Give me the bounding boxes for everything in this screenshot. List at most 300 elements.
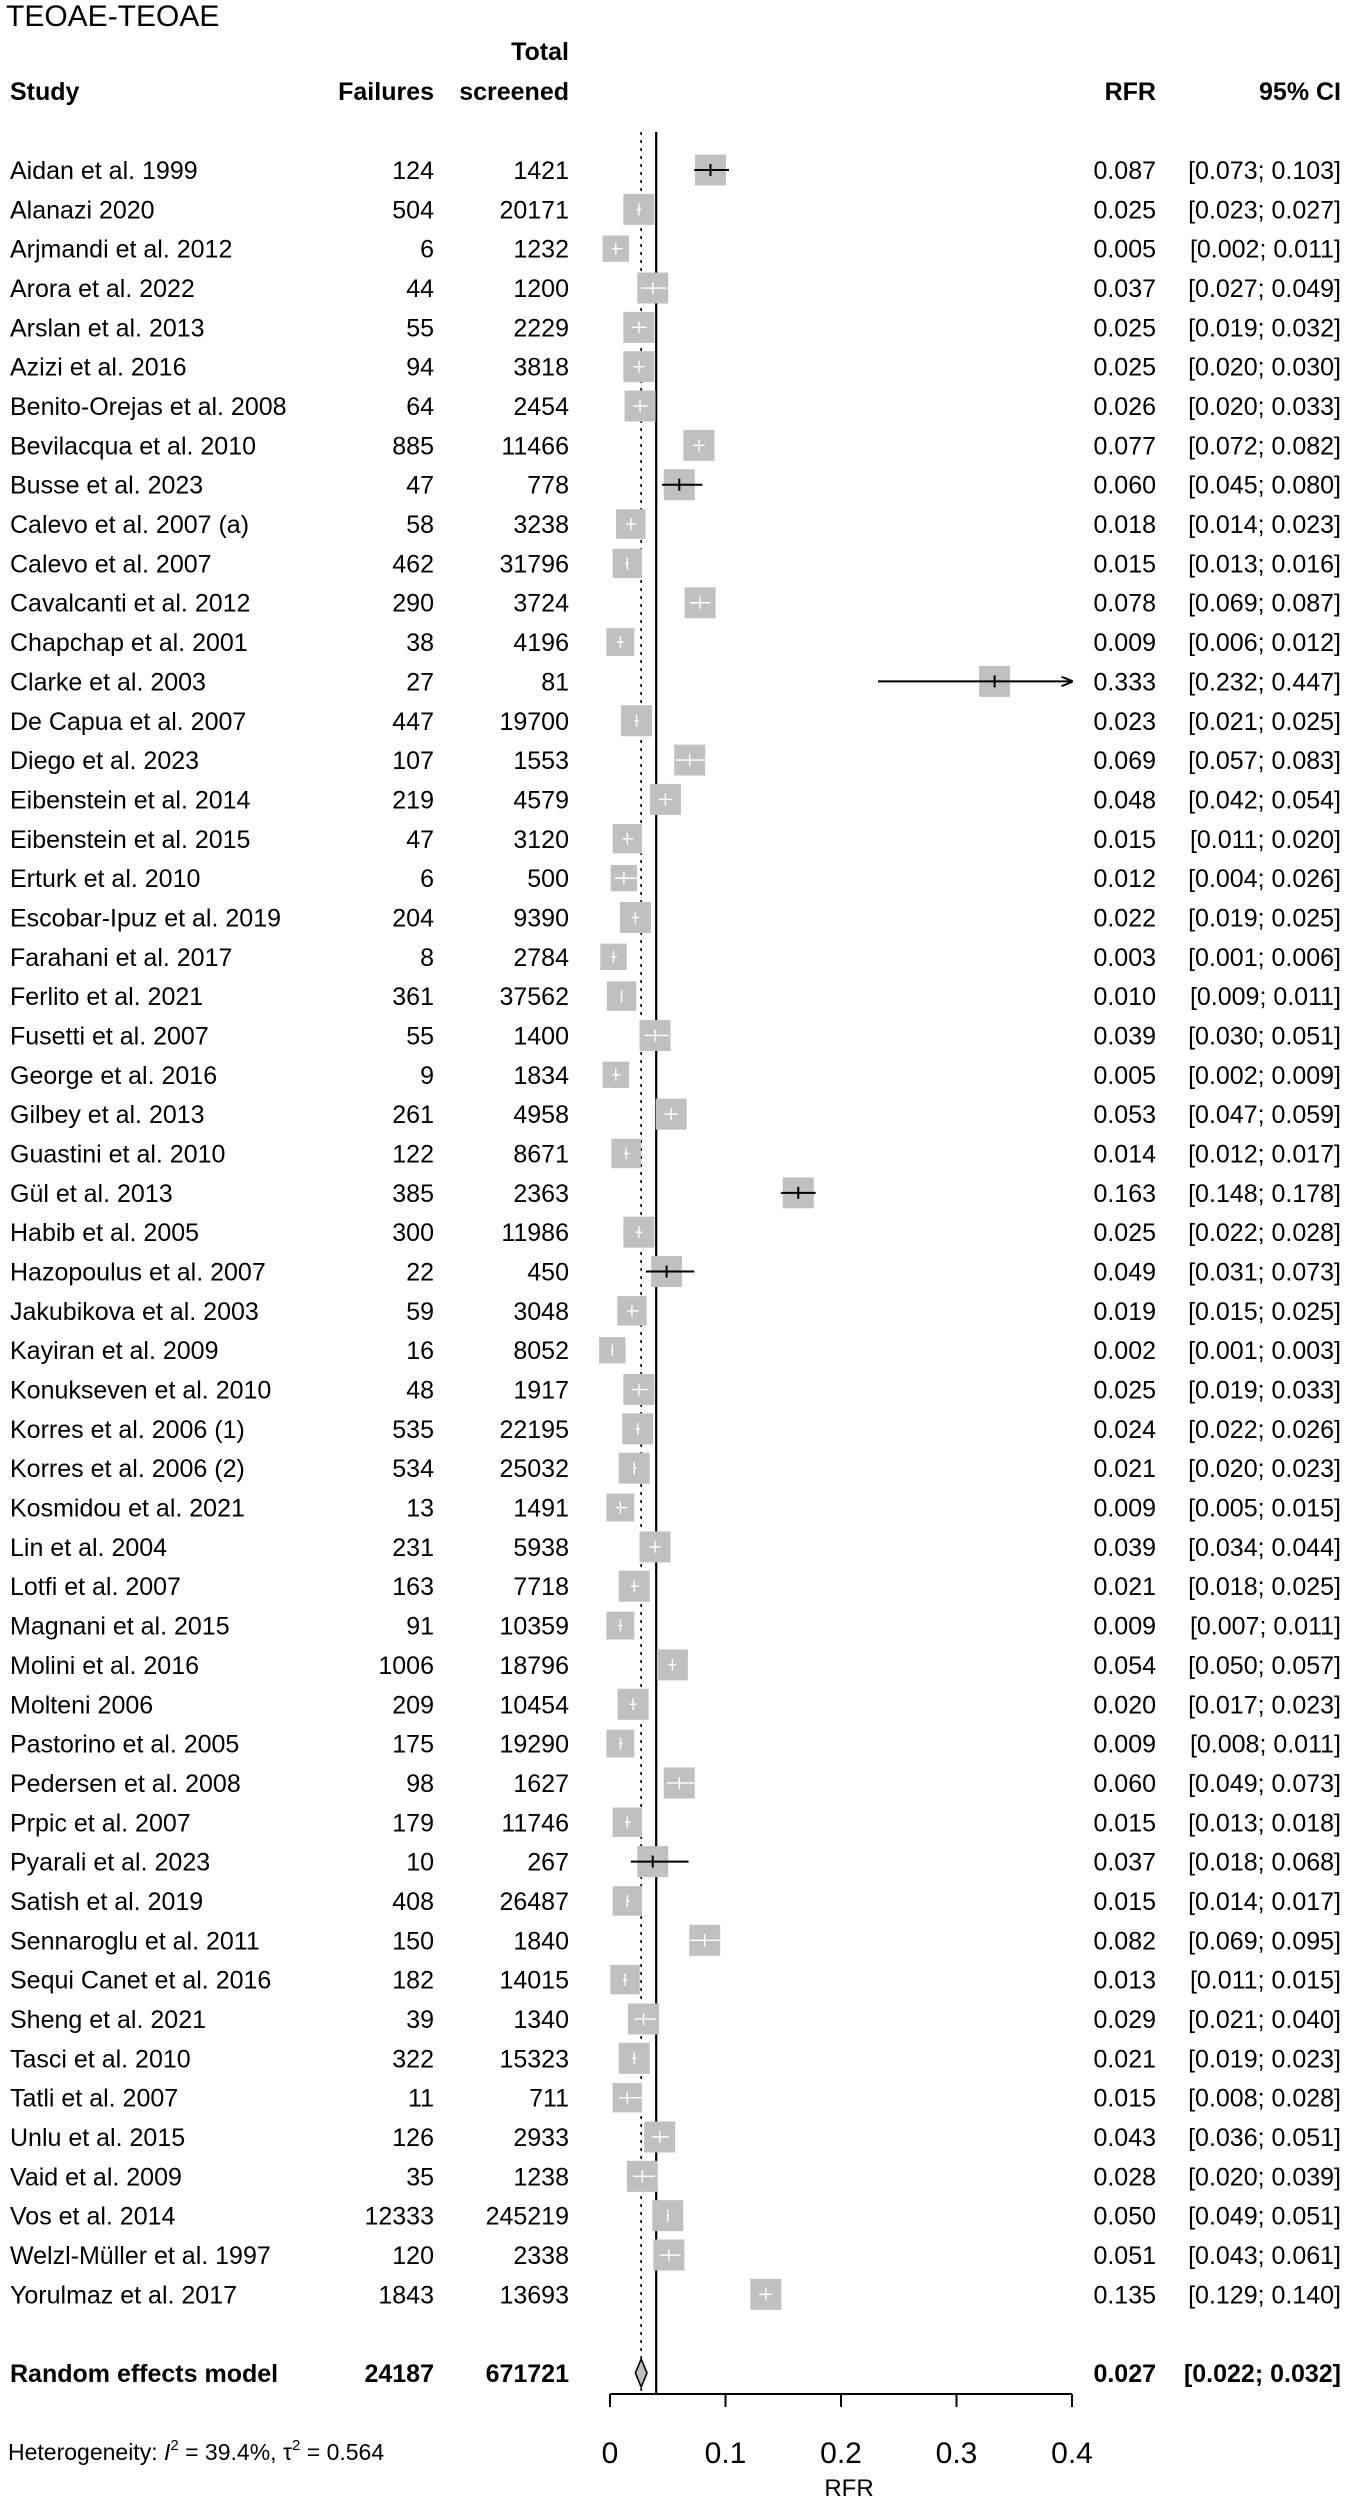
study-total: 11986	[501, 1219, 569, 1248]
study-rfr: 0.037	[1093, 1848, 1156, 1877]
study-total: 14015	[499, 1966, 569, 1995]
study-failures: 27	[406, 668, 434, 697]
study-name: Cavalcanti et al. 2012	[10, 589, 251, 618]
x-tick-label: 0	[601, 2437, 619, 2470]
study-failures: 47	[406, 825, 434, 854]
study-failures: 10	[406, 1848, 434, 1877]
study-name: Molini et al. 2016	[10, 1651, 200, 1680]
study-rfr: 0.025	[1093, 196, 1156, 225]
x-axis-title: RFR	[824, 2475, 874, 2500]
study-ci: [0.001; 0.003]	[1188, 1337, 1341, 1366]
heterogeneity-prefix: Heterogeneity:	[8, 2439, 164, 2465]
study-failures: 9	[420, 1061, 434, 1090]
study-name: Arjmandi et al. 2012	[10, 235, 233, 264]
study-ci: [0.019; 0.033]	[1188, 1376, 1341, 1405]
study-total: 1400	[513, 1022, 569, 1051]
study-failures: 35	[406, 2163, 434, 2192]
chart-title: TEOAE-TEOAE	[6, 0, 220, 33]
study-ci: [0.023; 0.027]	[1188, 196, 1341, 225]
study-total: 1553	[513, 747, 569, 776]
summary-total: 671721	[485, 2360, 569, 2388]
study-failures: 107	[392, 747, 434, 776]
study-failures: 6	[420, 865, 434, 894]
summary-rfr: 0.027	[1093, 2360, 1156, 2388]
study-total: 2784	[513, 943, 569, 972]
study-rfr: 0.015	[1093, 1809, 1156, 1838]
study-name: Konukseven et al. 2010	[10, 1376, 272, 1405]
study-ci: [0.020; 0.033]	[1188, 393, 1341, 422]
study-failures: 8	[420, 943, 434, 972]
study-failures: 408	[392, 1887, 434, 1916]
study-ci: [0.036; 0.051]	[1188, 2124, 1341, 2152]
study-name: De Capua et al. 2007	[10, 707, 247, 736]
study-total: 19700	[499, 707, 569, 736]
study-name: Guastini et al. 2010	[10, 1140, 226, 1169]
study-row	[10, 1455, 1341, 1483]
study-row	[10, 2281, 1341, 2309]
study-failures: 209	[392, 1691, 434, 1720]
study-ci: [0.020; 0.023]	[1188, 1455, 1341, 1484]
study-ci: [0.019; 0.023]	[1188, 2045, 1341, 2074]
study-ci: [0.049; 0.073]	[1188, 1769, 1341, 1798]
study-row	[10, 2085, 1341, 2113]
study-name: Alanazi 2020	[10, 196, 155, 225]
study-row	[10, 944, 1341, 972]
study-rfr: 0.043	[1093, 2124, 1156, 2152]
header-study: Study	[10, 78, 80, 106]
study-row	[10, 1809, 1341, 1837]
study-failures: 504	[392, 196, 434, 225]
study-ci: [0.014; 0.023]	[1188, 511, 1341, 540]
study-total: 3120	[513, 825, 569, 854]
study-name: Pedersen et al. 2008	[10, 1769, 241, 1798]
study-rfr: 0.025	[1093, 1376, 1156, 1405]
study-rfr: 0.024	[1093, 1415, 1156, 1444]
study-failures: 204	[392, 904, 434, 933]
study-total: 3724	[513, 589, 569, 618]
study-ci: [0.009; 0.011]	[1189, 983, 1341, 1012]
study-row	[10, 2045, 1341, 2073]
study-name: Calevo et al. 2007 (a)	[10, 511, 250, 540]
study-failures: 150	[392, 1927, 434, 1956]
study-rfr: 0.015	[1093, 825, 1156, 854]
study-failures: 122	[392, 1140, 434, 1169]
study-name: Pyarali et al. 2023	[10, 1848, 211, 1877]
study-failures: 163	[392, 1573, 434, 1602]
study-total: 1627	[513, 1769, 569, 1798]
study-name: Magnani et al. 2015	[10, 1612, 230, 1641]
header-ci: 95% CI	[1259, 78, 1341, 106]
heterogeneity-text	[8, 2437, 384, 2465]
study-ci: [0.012; 0.017]	[1188, 1140, 1341, 1169]
study-total: 11466	[501, 432, 569, 461]
study-ci: [0.057; 0.083]	[1188, 747, 1341, 776]
study-ci: [0.043; 0.061]	[1188, 2242, 1341, 2271]
study-name: Jakubikova et al. 2003	[10, 1297, 259, 1326]
study-total: 5938	[513, 1533, 569, 1562]
study-failures: 94	[406, 353, 434, 382]
study-rfr: 0.049	[1093, 1258, 1156, 1287]
study-ci: [0.022; 0.026]	[1188, 1415, 1341, 1444]
study-failures: 182	[392, 1966, 434, 1995]
study-rfr: 0.028	[1093, 2163, 1156, 2192]
study-total: 1200	[513, 275, 569, 304]
study-failures: 16	[406, 1337, 434, 1366]
x-tick-label: 0.4	[1051, 2437, 1093, 2470]
study-row	[10, 1298, 1341, 1326]
study-total: 2363	[513, 1179, 569, 1208]
study-ci: [0.045; 0.080]	[1188, 471, 1341, 500]
study-failures: 11	[408, 2084, 434, 2113]
study-rfr: 0.053	[1093, 1101, 1156, 1130]
study-failures: 124	[392, 157, 434, 185]
study-failures: 44	[406, 275, 434, 304]
study-ci: [0.019; 0.025]	[1188, 904, 1341, 933]
study-name: Prpic et al. 2007	[10, 1809, 191, 1838]
study-total: 3238	[513, 511, 569, 540]
study-ci: [0.027; 0.049]	[1188, 275, 1341, 304]
summary-ci: [0.022; 0.032]	[1183, 2360, 1341, 2388]
study-name: Korres et al. 2006 (2)	[10, 1455, 245, 1484]
study-failures: 535	[392, 1415, 434, 1444]
study-total: 1840	[513, 1927, 569, 1956]
study-name: Erturk et al. 2010	[10, 865, 201, 894]
study-name: Unlu et al. 2015	[10, 2124, 186, 2152]
study-ci: [0.019; 0.032]	[1188, 314, 1341, 343]
study-failures: 361	[392, 983, 434, 1012]
study-ci: [0.072; 0.082]	[1188, 432, 1341, 461]
study-ci: [0.021; 0.040]	[1188, 2005, 1341, 2034]
study-row	[10, 393, 1341, 421]
study-total: 9390	[513, 904, 569, 933]
study-name: Gül et al. 2013	[10, 1179, 173, 1208]
header-total-line2: screened	[459, 78, 569, 106]
study-failures: 58	[406, 511, 434, 540]
study-ci: [0.073; 0.103]	[1188, 157, 1341, 185]
study-rfr: 0.025	[1093, 353, 1156, 382]
study-total: 4958	[513, 1101, 569, 1130]
study-ci: [0.008; 0.011]	[1189, 1730, 1341, 1759]
study-name: Eibenstein et al. 2015	[10, 825, 251, 854]
study-name: Clarke et al. 2003	[10, 668, 206, 697]
study-ci: [0.013; 0.018]	[1188, 1809, 1341, 1838]
study-failures: 39	[406, 2005, 434, 2034]
study-failures: 13	[406, 1494, 434, 1523]
study-row	[10, 511, 1341, 539]
study-name: Sequi Canet et al. 2016	[10, 1966, 272, 1995]
study-failures: 120	[392, 2242, 434, 2271]
study-failures: 98	[406, 1769, 434, 1798]
study-rfr: 0.013	[1093, 1966, 1156, 1995]
study-row	[10, 1180, 1341, 1208]
study-failures: 55	[406, 314, 434, 343]
study-row	[10, 1691, 1341, 1719]
summary-diamond	[635, 2359, 647, 2387]
study-ci: [0.049; 0.051]	[1188, 2202, 1341, 2231]
study-failures: 231	[392, 1533, 434, 1562]
study-name: Chapchap et al. 2001	[10, 629, 248, 658]
study-rfr: 0.014	[1093, 1140, 1156, 1169]
study-failures: 1843	[378, 2281, 434, 2310]
study-row	[10, 1219, 1341, 1247]
study-rfr: 0.018	[1093, 511, 1156, 540]
study-row	[10, 590, 1341, 618]
study-failures: 91	[406, 1612, 434, 1641]
study-failures: 322	[392, 2045, 434, 2074]
study-rfr: 0.163	[1093, 1179, 1156, 1208]
study-rfr: 0.023	[1093, 707, 1156, 736]
study-rfr: 0.333	[1093, 668, 1156, 697]
study-rfr: 0.135	[1093, 2281, 1156, 2310]
study-name: Yorulmaz et al. 2017	[10, 2281, 238, 2310]
study-total: 1834	[513, 1061, 569, 1090]
study-row	[10, 2163, 1341, 2191]
study-name: Aidan et al. 1999	[10, 157, 198, 185]
study-rfr: 0.009	[1093, 1612, 1156, 1641]
header-failures: Failures	[338, 78, 434, 106]
study-ci: [0.069; 0.087]	[1188, 589, 1341, 618]
study-name: Eibenstein et al. 2014	[10, 786, 251, 815]
study-rfr: 0.026	[1093, 393, 1156, 422]
study-ci: [0.018; 0.025]	[1188, 1573, 1341, 1602]
study-total: 1238	[513, 2163, 569, 2192]
study-total: 245219	[485, 2202, 569, 2231]
study-name: Bevilacqua et al. 2010	[10, 432, 257, 461]
study-ci: [0.232; 0.447]	[1188, 668, 1341, 697]
study-ci: [0.017; 0.023]	[1188, 1691, 1341, 1720]
study-total: 37562	[499, 983, 569, 1012]
study-failures: 126	[392, 2124, 434, 2152]
study-ci: [0.006; 0.012]	[1188, 629, 1341, 658]
header-rfr: RFR	[1104, 78, 1156, 106]
study-ci: [0.020; 0.030]	[1188, 353, 1341, 382]
study-name: Arora et al. 2022	[10, 275, 195, 304]
study-total: 2229	[513, 314, 569, 343]
study-rfr: 0.021	[1093, 1573, 1156, 1602]
study-row	[10, 708, 1341, 736]
study-row	[10, 432, 1341, 460]
study-rfr: 0.021	[1093, 1455, 1156, 1484]
study-name: Busse et al. 2023	[10, 471, 204, 500]
study-ci: [0.034; 0.044]	[1188, 1533, 1341, 1562]
study-rfr: 0.015	[1093, 2084, 1156, 2113]
study-total: 13693	[499, 2281, 569, 2310]
study-name: Lin et al. 2004	[10, 1533, 168, 1562]
study-failures: 1006	[378, 1651, 434, 1680]
study-name: Molteni 2006	[10, 1691, 154, 1720]
study-row	[10, 983, 1341, 1011]
study-row	[10, 1731, 1341, 1759]
study-ci: [0.008; 0.028]	[1188, 2084, 1341, 2113]
study-total: 450	[527, 1258, 569, 1287]
study-row	[10, 826, 1341, 854]
study-row	[10, 1141, 1341, 1169]
study-failures: 12333	[364, 2202, 434, 2231]
study-ci: [0.047; 0.059]	[1188, 1101, 1341, 1130]
study-ci: [0.001; 0.006]	[1188, 943, 1341, 972]
summary-row	[10, 2360, 1341, 2388]
study-total: 4579	[513, 786, 569, 815]
study-total: 4196	[513, 629, 569, 658]
study-failures: 219	[392, 786, 434, 815]
study-total: 31796	[499, 550, 569, 579]
study-rfr: 0.012	[1093, 865, 1156, 894]
study-name: Benito-Orejas et al. 2008	[10, 393, 287, 422]
study-failures: 290	[392, 589, 434, 618]
study-total: 22195	[499, 1415, 569, 1444]
study-name: Gilbey et al. 2013	[10, 1101, 205, 1130]
study-name: Diego et al. 2023	[10, 747, 200, 776]
study-ci: [0.042; 0.054]	[1188, 786, 1341, 815]
study-row	[10, 1927, 1341, 1955]
study-total: 1421	[513, 157, 569, 185]
study-total: 3048	[513, 1297, 569, 1326]
study-failures: 38	[406, 629, 434, 658]
study-row	[10, 157, 1341, 185]
study-rfr: 0.005	[1093, 1061, 1156, 1090]
study-rfr: 0.051	[1093, 2242, 1156, 2271]
i2-symbol: I	[163, 2439, 171, 2465]
study-row	[10, 314, 1341, 342]
study-row	[10, 1573, 1341, 1601]
study-ci: [0.002; 0.011]	[1189, 235, 1341, 264]
study-rfr: 0.039	[1093, 1533, 1156, 1562]
study-rfr: 0.077	[1093, 432, 1156, 461]
study-rfr: 0.037	[1093, 275, 1156, 304]
study-total: 2454	[513, 393, 569, 422]
study-total: 19290	[499, 1730, 569, 1759]
plot-area	[599, 132, 1093, 2500]
study-rfr: 0.021	[1093, 2045, 1156, 2074]
study-failures: 6	[420, 235, 434, 264]
study-row	[10, 1967, 1341, 1995]
study-rfr: 0.005	[1093, 235, 1156, 264]
study-name: George et al. 2016	[10, 1061, 218, 1090]
study-row	[10, 354, 1341, 382]
study-failures: 55	[406, 1022, 434, 1051]
study-rfr: 0.048	[1093, 786, 1156, 815]
study-row	[10, 1613, 1341, 1641]
study-failures: 175	[392, 1730, 434, 1759]
study-ci: [0.031; 0.073]	[1188, 1258, 1341, 1287]
study-ci: [0.015; 0.025]	[1188, 1297, 1341, 1326]
study-row	[10, 904, 1341, 932]
study-rfr: 0.025	[1093, 314, 1156, 343]
study-failures: 64	[406, 393, 434, 422]
study-rfr: 0.009	[1093, 629, 1156, 658]
study-ci: [0.004; 0.026]	[1188, 865, 1341, 894]
study-row	[10, 1377, 1341, 1405]
study-ci: [0.005; 0.015]	[1188, 1494, 1341, 1523]
study-row	[10, 668, 1341, 696]
study-row	[10, 2006, 1341, 2034]
study-total: 267	[527, 1848, 569, 1877]
study-name: Sennaroglu et al. 2011	[10, 1927, 260, 1956]
study-total: 778	[527, 471, 569, 500]
x-tick-label: 0.2	[820, 2437, 862, 2470]
study-row	[10, 1495, 1341, 1523]
study-name: Arslan et al. 2013	[10, 314, 205, 343]
study-failures: 534	[392, 1455, 434, 1484]
study-failures: 59	[406, 1297, 434, 1326]
tau-superscript: 2	[292, 2437, 301, 2454]
study-failures: 462	[392, 550, 434, 579]
study-total: 81	[541, 668, 569, 697]
study-rfr: 0.015	[1093, 550, 1156, 579]
study-name: Satish et al. 2019	[10, 1887, 204, 1916]
study-ci: [0.007; 0.011]	[1189, 1612, 1341, 1641]
study-name: Farahani et al. 2017	[10, 943, 233, 972]
study-rfr: 0.039	[1093, 1022, 1156, 1051]
study-row	[10, 275, 1341, 303]
study-total: 2933	[513, 2124, 569, 2152]
study-ci: [0.020; 0.039]	[1188, 2163, 1341, 2192]
study-rfr: 0.060	[1093, 1769, 1156, 1798]
summary-label: Random effects model	[10, 2360, 279, 2388]
study-total: 18796	[499, 1651, 569, 1680]
study-name: Vaid et al. 2009	[10, 2163, 182, 2192]
study-failures: 385	[392, 1179, 434, 1208]
study-ci: [0.013; 0.016]	[1188, 550, 1341, 579]
study-name: Lotfi et al. 2007	[10, 1573, 181, 1602]
tau-value: = 0.564	[300, 2439, 385, 2465]
study-rfr: 0.009	[1093, 1494, 1156, 1523]
study-failures: 261	[392, 1101, 434, 1130]
study-rfr: 0.082	[1093, 1927, 1156, 1956]
study-rfr: 0.050	[1093, 2202, 1156, 2231]
header-total-line1: Total	[511, 38, 569, 66]
study-name: Korres et al. 2006 (1)	[10, 1415, 245, 1444]
study-failures: 885	[392, 432, 434, 461]
study-row	[10, 196, 1341, 224]
study-ci: [0.129; 0.140]	[1188, 2281, 1341, 2310]
study-total: 500	[527, 865, 569, 894]
study-row	[10, 2124, 1341, 2152]
study-rfr: 0.015	[1093, 1887, 1156, 1916]
study-total: 1232	[513, 235, 569, 264]
study-total: 2338	[513, 2242, 569, 2271]
study-total: 10359	[499, 1612, 569, 1641]
study-name: Tatli et al. 2007	[10, 2084, 179, 2113]
study-failures: 22	[406, 1258, 434, 1287]
study-rfr: 0.025	[1093, 1219, 1156, 1248]
study-rfr: 0.003	[1093, 943, 1156, 972]
study-total: 1917	[513, 1376, 569, 1405]
study-failures: 48	[406, 1376, 434, 1405]
study-total: 8671	[513, 1140, 569, 1169]
study-total: 3818	[513, 353, 569, 382]
study-rfr: 0.002	[1093, 1337, 1156, 1366]
study-total: 11746	[501, 1809, 569, 1838]
x-tick-label: 0.1	[704, 2437, 747, 2470]
study-failures: 47	[406, 471, 434, 500]
study-name: Kosmidou et al. 2021	[10, 1494, 245, 1523]
study-name: Sheng et al. 2021	[10, 2005, 206, 2034]
study-rfr: 0.029	[1093, 2005, 1156, 2034]
study-ci: [0.011; 0.015]	[1189, 1966, 1341, 1995]
study-rfr: 0.087	[1093, 157, 1156, 185]
study-total: 20171	[499, 196, 569, 225]
tau-symbol: τ	[282, 2439, 293, 2465]
study-ci: [0.018; 0.068]	[1188, 1848, 1341, 1877]
study-row	[10, 865, 1341, 893]
study-total: 711	[529, 2084, 569, 2113]
i2-superscript: 2	[170, 2437, 179, 2454]
study-row	[10, 1337, 1341, 1365]
summary-failures: 24187	[364, 2360, 434, 2388]
study-total: 8052	[513, 1337, 569, 1366]
study-row	[10, 550, 1341, 578]
